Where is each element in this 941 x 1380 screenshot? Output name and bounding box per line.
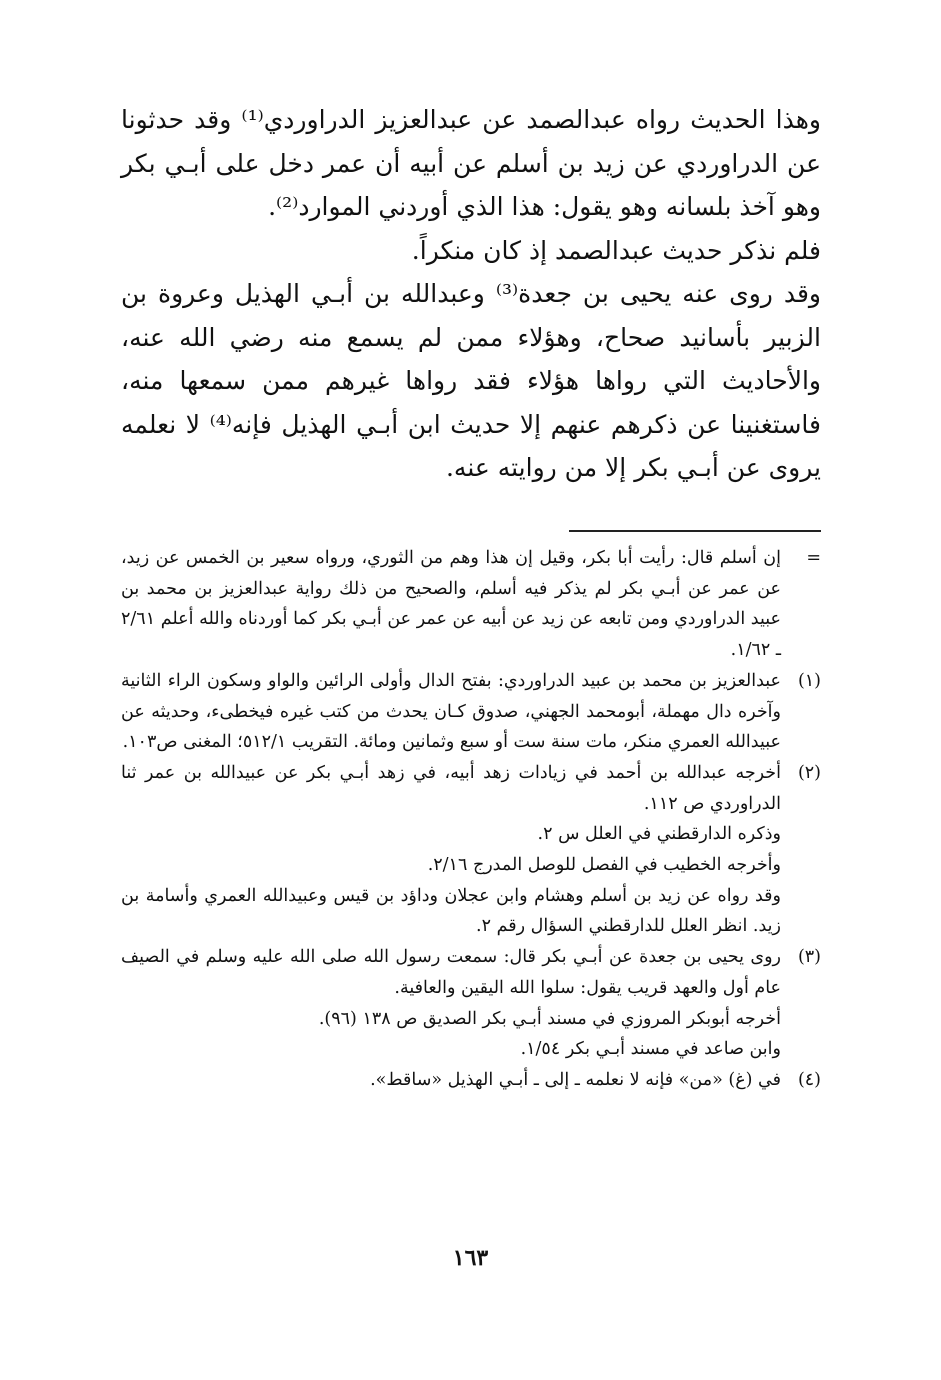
- footnote-line: أخرجه أبوبكر المروزي في مسند أبـي بكر الصديق ص ١٣٨ (٩٦).: [318, 1008, 781, 1029]
- footnote-2: [121, 758, 821, 942]
- footnote-line: إن أسلم قال: رأيت أبا بكر، وقيل إن هذا وهم من الثوري، ورواه سعير بن الخمس عن زيد، عن عمر عن أبـي بكر لم يذكر فيه أسلم، والصحيح من ذلك رواية عبدالعزيز بن محمد بن عبيد الدراوردي ومن تابعه عن زيد عن أبيه عن عمر عن أبـي بكر كما أوردناه والله أعلم ٢/٦١ ـ ١/٦٢.: [121, 548, 781, 661]
- footnote-number: (١): [797, 670, 821, 691]
- footnote-4: [121, 1065, 821, 1096]
- main-paragraph-3: وقد روى عنه يحيى بن جعدة⁽³⁾ وعبدالله بن أبـي الهذيل وعروة بن الزبير بأسانيد صحاح، وهؤلاء ممن لم يسمع منه رضي الله عنه، والأحاديث التي رواها هؤلاء فقد رواها غيرهم ممن سمعها منه، فاستغنينا عن ذكرهم عنهم إلا حديث ابن أبـي الهذيل فإنه⁽⁴⁾ لا نعلمه يروى عن أبـي بكر إلا من روايته عنه.: [121, 279, 821, 482]
- footnote-line: وأخرجه الخطيب في الفصل للوصل المدرج ٢/١٦.: [427, 855, 781, 876]
- footnote-marker: =: [806, 548, 821, 568]
- footnote-line: روى يحيى بن جعدة عن أبـي بكر قال: سمعت رسول الله صلى الله عليه وسلم في الصيف عام أول والعهد قريب يقول: سلوا الله اليقين والعافية.: [121, 947, 781, 998]
- footnote-line: وابن صاعد في مسند أبـي بكر ١/٥٤.: [520, 1039, 781, 1060]
- footnote-number: (٤): [797, 1069, 821, 1090]
- footnote-line: عبدالعزيز بن محمد بن عبيد الدراوردي: بفتح الدال وأولى الرائين والواو وسكون الراء الثانية وآخره دال مهملة، أبومحمد الجهني، صدوق كـان يحدث من كتب غيره فيخطىء، وحديثه عن عبيدالله العمري منكر، مات سنة ست أو سبع وثمانين ومائة. التقريب ٥١٢/١؛ المغنى ص١٠٣.: [121, 670, 781, 753]
- footnote-line: أخرجه عبدالله بن أحمد في زيادات زهد أبيه، في زهد أبـي بكر عن عبيدالله بن عمر ثنا الدراوردي ص ١١٢.: [121, 762, 781, 814]
- page-number: ١٦٣: [452, 1245, 489, 1271]
- main-paragraph-1: وهذا الحديث رواه عبدالصمد عن عبدالعزيز الدراوردي⁽¹⁾ وقد حدثونا عن الدراوردي عن زيد بن أسلم عن أبيه أن عمر دخل على أبـي بكر وهو آخذ بلسانه وهو يقول: هذا الذي أوردني الموارد⁽²⁾.: [121, 105, 821, 221]
- footnote-line: وقد رواه عن زيد بن أسلم وهشام وابن عجلان وداؤد بن قيس وعبيدالله العمري وأسامة بن زيد. انظر العلل للدارقطني السؤال رقم ٢.: [121, 885, 781, 937]
- footnote-line: في (غ) «من» فإنه لا نعلمه ـ إلى ـ أبـي الهذيل «ساقط».: [370, 1069, 781, 1090]
- footnotes: [121, 543, 821, 1096]
- footnote-1: [121, 666, 821, 758]
- footnote-continued: [121, 543, 821, 666]
- main-text: [121, 98, 821, 490]
- footnote-separator: [569, 530, 821, 532]
- main-paragraph-2: فلم نذكر حديث عبدالصمد إذ كان منكراً.: [411, 235, 821, 265]
- footnote-line: وذكره الدارقطني في العلل س ٢.: [537, 824, 781, 845]
- footnote-3: [121, 942, 821, 1065]
- footnote-number: (٢): [797, 762, 821, 783]
- footnote-number: (٣): [797, 947, 821, 968]
